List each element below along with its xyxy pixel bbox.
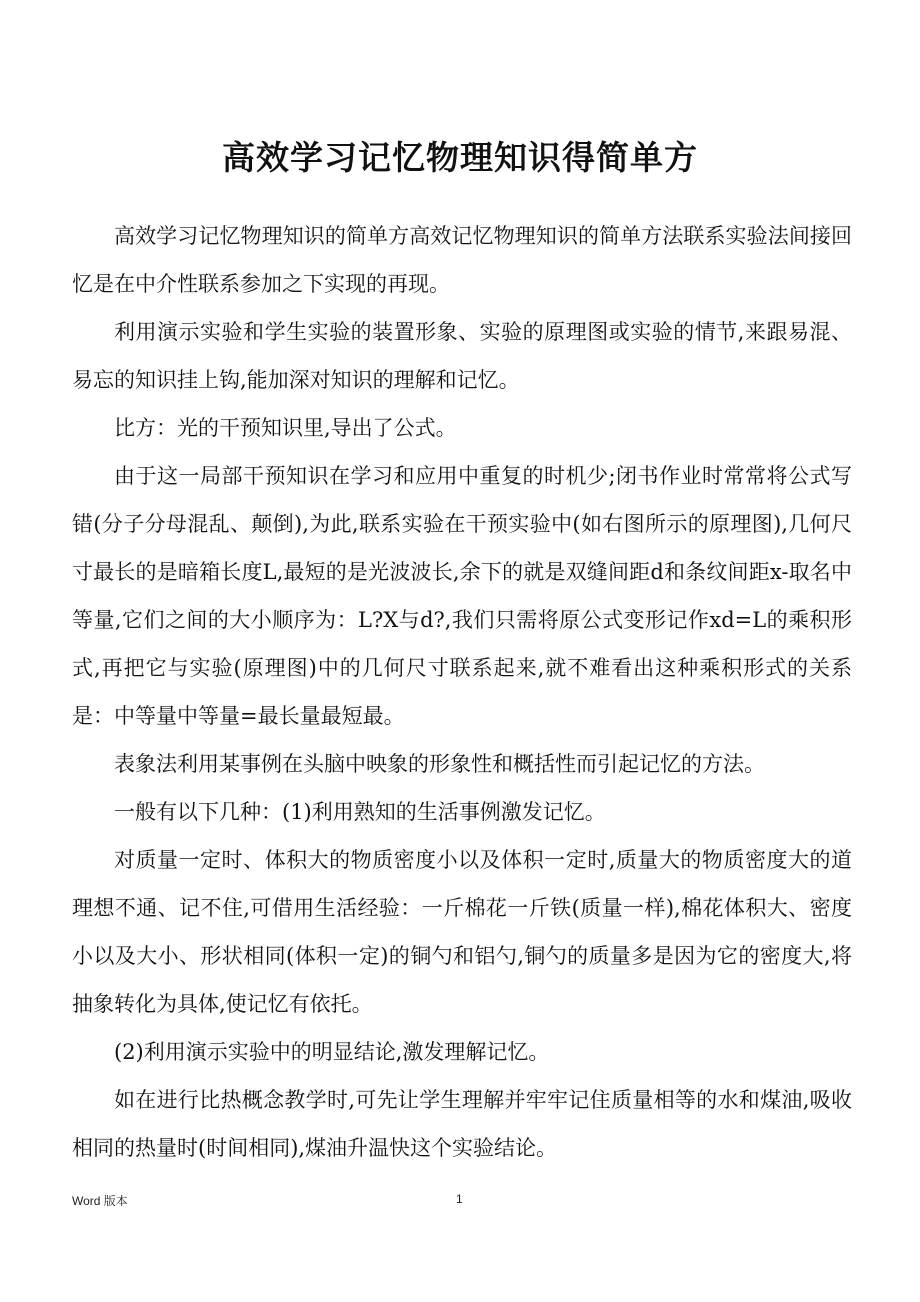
paragraph: 利用演示实验和学生实验的装置形象、实验的原理图或实验的情节,来跟易混、易忘的知识挂上钩,能加深对知识的理解和记忆。 [72, 320, 852, 392]
paragraph: 高效学习记忆物理知识的简单方高效记忆物理知识的简单方法联系实验法间接回忆是在中介性联系参加之下实现的再现。 [72, 224, 852, 296]
paragraph: 表象法利用某事例在头脑中映象的形象性和概括性而引起记忆的方法。 [114, 752, 765, 776]
paragraph: 对质量一定时、体积大的物质密度小以及体积一定时,质量大的物质密度大的道理想不通、记不住,可借用生活经验：一斤棉花一斤铁(质量一样),棉花体积大、密度小以及大小、形状相同(体积一定)的铜勺和铝勺,铜勺的质量多是因为它的密度大,将抽象转化为具体,使记忆有依托。 [72, 848, 852, 1016]
footer-version-label: Word 版本 [72, 1194, 128, 1208]
paragraph: 一般有以下几种：(1)利用熟知的生活事例激发记忆。 [114, 800, 606, 824]
paragraph: 由于这一局部干预知识在学习和应用中重复的时机少;闭书作业时常常将公式写错(分子分母混乱、颠倒),为此,联系实验在干预实验中(如右图所示的原理图),几何尺寸最长的是暗箱长度L,最短的是光波波长,余下的就是双缝间距d和条纹间距x-取名中等量,它们之间的大小顺序为：L?X与d?,我们只需将原公式变形记作xd=L的乘积形式,再把它与实验(原理图)中的几何尺寸联系起来,就不难看出这种乘积形式的关系是：中等量中等量=最长量最短最。 [72, 464, 852, 728]
footer-page-number: 1 [456, 1192, 463, 1206]
paragraph: 比方：光的干预知识里,导出了公式。 [114, 416, 457, 440]
paragraph: (2)利用演示实验中的明显结论,激发理解记忆。 [114, 1040, 550, 1064]
document-title: 高效学习记忆物理知识得简单方 [222, 138, 698, 177]
document-body [72, 212, 852, 1172]
page-footer [72, 1192, 852, 1214]
paragraph: 如在进行比热概念教学时,可先让学生理解并牢牢记住质量相等的水和煤油,吸收相同的热量时(时间相同),煤油升温快这个实验结论。 [72, 1088, 852, 1160]
